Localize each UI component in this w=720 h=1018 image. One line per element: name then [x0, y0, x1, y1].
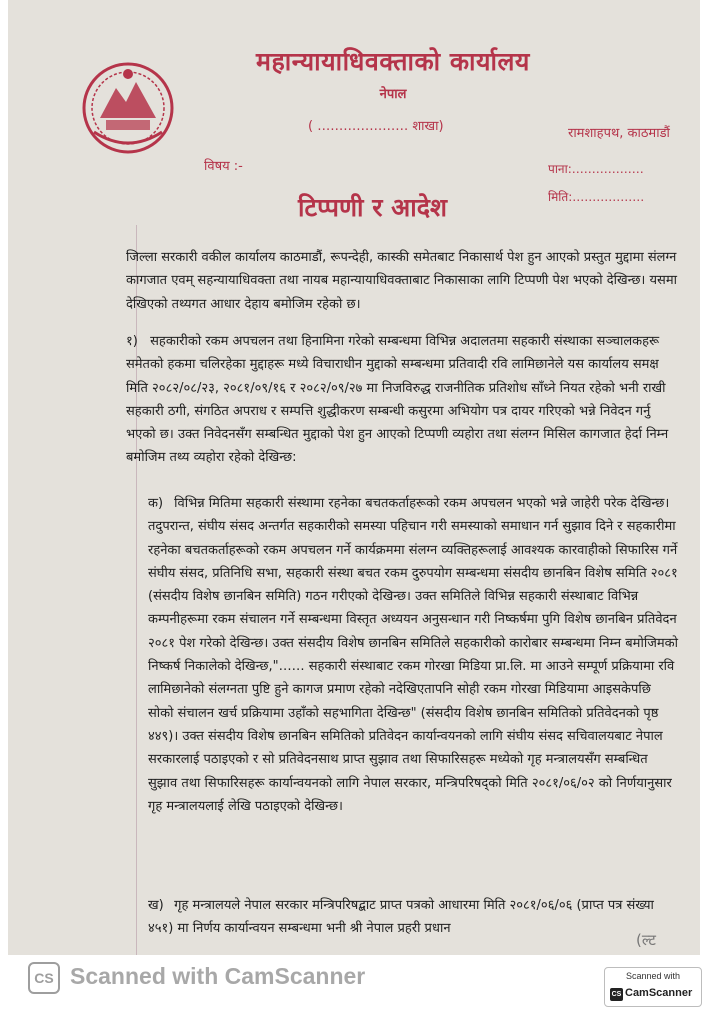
page-number-field: पाना:………………: [548, 162, 644, 176]
handwritten-initials: (ल्ट: [636, 931, 656, 949]
scanned-with-text: Scanned with CamScanner: [70, 963, 366, 989]
sub-paragraph-b-text: गृह मन्त्रालयले नेपाल सरकार मन्त्रिपरिषद्बाट प्राप्त पत्रको आधारमा मिति २०८१/०६/०६ (प्राप्त पत्र संख्या ४५१) मा निर्णय कार्यान्वयन सम्बन्धमा भनी श्री नेपाल प्रहरी प्रधान: [148, 898, 654, 937]
paragraph-1-text: सहकारीको रकम अपचलन तथा हिनामिना गरेको सम्बन्धमा विभिन्न अदालतमा सहकारी संस्थाका सञ्चालकहरू समेतको हकमा चलिरहेका मुद्दाहरू मध्ये विचाराधीन मुद्दाको सम्बन्धमा प्रतिवादी रवि लामिछानेले यस कार्यालय समक्ष मिति २०८२/०८/२३, २०८१/०९/१६ र २०८२/०९/२७ मा निजविरुद्ध राजनीतिक प्रतिशोध साँध्ने नियत रहेको भनी राखी सहकारी ठगी, संगठित अपराध र सम्पत्ति शुद्धीकरण सम्बन्धी कसुरमा अभियोग पत्र दायर गरिएको भन्ने निवेदन गर्नु भएको छ। उक्त निवेदनसँग सम्बन्धित मुद्दाको पेश हुन आएको टिप्पणी व्यहोरा तथा संलग्न मिसिल कागजात हेर्दा निम्न बमोजिम तथ्य व्यहोरा रहेको देखिन्छ:: [126, 334, 669, 466]
paragraph-1: [126, 330, 681, 470]
subject-label: विषय :-: [204, 159, 243, 174]
sub-paragraph-a-label: क): [148, 496, 164, 511]
intro-paragraph: जिल्ला सरकारी वकील कार्यालय काठमाडौं, रूपन्देही, कास्की समेतबाट निकासार्थ पेश हुन आएको प्रस्तुत मुद्दामा संलग्न कागजात एवम् सहन्यायाधिवक्ता तथा नायब महान्यायाधिवक्ताबाट निकासाका लागि टिप्पणी पेश भएको देखिन्छ। यसमा देखिएको तथ्यगत आधार देहाय बमोजिम रहेको छ।: [126, 250, 677, 312]
country-label: नेपाल: [379, 87, 407, 102]
sub-paragraph-a-text: विभिन्न मितिमा सहकारी संस्थामा रहनेका बचतकर्ताहरूको रकम अपचलन भएको भन्ने जाहेरी परेक देखिन्छ। तदुपरान्त, संघीय संसद अन्तर्गत सहकारीको समस्या पहिचान गरी समस्याको समाधान गर्न सुझाव दिने र सहकारीमा रहनेका बचतकर्ताहरूको रकम अपचलन गर्ने कार्यक्रममा संलग्न व्यक्तिहरूलाई आवश्यक कारवाहीको सिफारिस गर्ने संघीय संसद, प्रतिनिधि सभा, सहकारी संस्था बचत रकम दुरुपयोग सम्बन्धमा संसदीय छानबिन विशेष समिति २०८१ (संसदीय विशेष छानबिन समिति) गठन गरीएको देखिन्छ। उक्त समितिले विभिन्न सहकारी संस्थाबाट विभिन्न कम्पनीहरूमा रकम संचालन गर्ने सम्बन्धमा विस्तृत अध्ययन अनुसन्धान गरी निष्कर्षमा पुगि विशेष छानबिन प्रतिवेदन २०८१ पेश गरेको देखिन्छ। उक्त संसदीय विशेष छानबिन समितिले सहकारीको कारोबार सम्बन्धमा निम्न बमोजिमको निष्कर्ष निकालेको देखिन्छ,"…… सहकारी संस्थाबाट रकम गोरखा मिडिया प्रा.लि. मा आउने सम्पूर्ण प्रक्रियामा रवि लामिछानेको संलग्नता पुष्टि हुने कागज प्रमाण रहेको नदेखिएतापनि सोही रकम गोरखा मिडियामा आइसकेपछि सोको संचालन खर्च प्रक्रियामा उहाँको सहभागिता देखिन्छ" (संसदीय विशेष छानबिन समितिको प्रतिवेदनको पृष्ठ ४४९)। उक्त संसदीय विशेष छानबिन समितिको प्रतिवेदन कार्यान्वयनको लागि संघीय संसद सचिवालयबाट नेपाल सरकारलाई पठाइएको र सो प्रतिवेदनसाथ प्राप्त सुझाव तथा सिफारिसहरू मध्येको गृह मन्त्रालयसँग सम्बन्धित सुझाव तथा सिफारिसहरू कार्यान्वयनको लागि नेपाल सरकार, मन्त्रिपरिषद्को मिति २०८१/०६/०२ को निर्णयानुसार गृह मन्त्रालयलाई लेखि पठाइएको देखिन्छ।: [148, 496, 678, 814]
document-heading: टिप्पणी र आदेश: [298, 193, 447, 222]
sub-paragraph-a: [148, 492, 678, 818]
nepal-emblem-seal: [80, 58, 176, 158]
date-field: मिति:………………: [548, 190, 645, 204]
sub-paragraph-b-label: ख): [148, 898, 164, 913]
office-address: रामशाहपथ, काठमाडौं: [568, 126, 670, 141]
camscanner-logo-icon: CS: [28, 962, 60, 994]
branch-field: ( ………………… शाखा): [308, 119, 444, 134]
badge-app-name: CamScanner: [625, 987, 693, 999]
badge-caption: Scanned with: [625, 971, 681, 981]
camscanner-watermark: [0, 955, 720, 1018]
office-name: महान्यायाधिवक्ताको कार्यालय: [256, 47, 530, 76]
document-page: [8, 0, 700, 955]
paragraph-1-number: १): [126, 334, 138, 349]
sub-paragraph-b: [148, 894, 678, 941]
camscanner-badge: [604, 967, 702, 1007]
badge-cs-icon: CS: [610, 988, 623, 1001]
